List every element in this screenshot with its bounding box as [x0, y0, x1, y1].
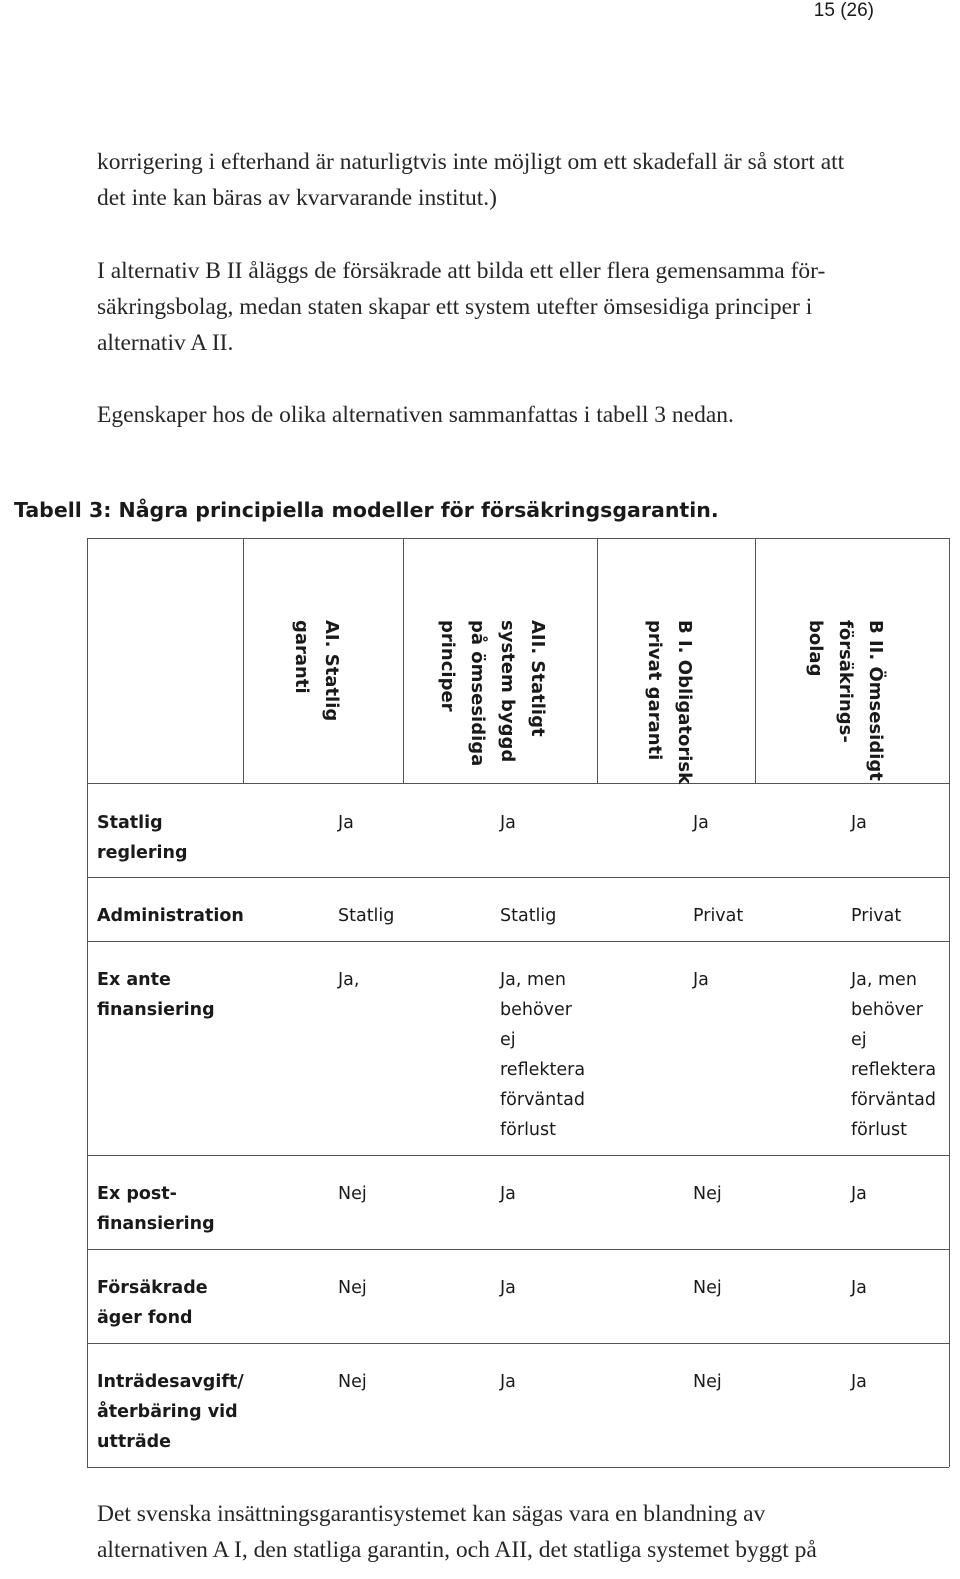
- table-cell: Privat: [851, 906, 902, 926]
- table-cell: Ja, men behöver ej reflektera förväntad förlust: [500, 970, 586, 1140]
- closing-paragraph-line-2: alternativen A I, den statliga garantin, och AII, det statliga systemet byggt på: [97, 1537, 817, 1563]
- table-cell: Ja: [693, 970, 709, 990]
- paragraph-1: [97, 144, 957, 216]
- table-cell: Ja, men behöver ej reflektera förväntad förlust: [851, 970, 937, 1140]
- column-header-bi: B I. Obligatorisk privat garanti: [644, 620, 695, 785]
- table-cell: Statlig: [500, 906, 557, 926]
- column-header-bii: B II. Ömsesidigt försäkrings- bolag: [805, 620, 886, 781]
- row-label-forsakrade-ager-fond: Försäkrade äger fond: [97, 1278, 208, 1328]
- table-cell: Ja: [500, 1372, 516, 1392]
- row-label-administration: Administration: [97, 906, 244, 926]
- table-cell: Ja: [500, 1278, 516, 1298]
- table-cell: Nej: [338, 1278, 367, 1298]
- table-cell: Ja: [851, 1184, 867, 1204]
- table-cell: Ja: [693, 813, 709, 833]
- table-cell: Nej: [693, 1372, 722, 1392]
- row-label-ex-ante-finansiering: Ex ante finansiering: [97, 970, 215, 1020]
- paragraph-2: [97, 253, 957, 361]
- column-header-ai: AI. Statlig garanti: [291, 620, 342, 722]
- table-cell: Ja: [851, 1278, 867, 1298]
- closing-paragraph-line-1: Det svenska insättningsgarantisystemet kan sägas vara en blandning av: [97, 1501, 766, 1527]
- table-cell: Nej: [693, 1278, 722, 1298]
- table-cell: Ja: [338, 813, 354, 833]
- row-label-intradesavgift: Inträdesavgift/ återbäring vid utträde: [97, 1372, 244, 1452]
- table-cell: Ja: [500, 1184, 516, 1204]
- table-cell: Nej: [693, 1184, 722, 1204]
- table-cell: Ja,: [338, 970, 360, 990]
- closing-paragraph: [97, 1496, 957, 1568]
- table-cell: Privat: [693, 906, 744, 926]
- table-cell: Ja: [500, 813, 516, 833]
- paragraph-2-line-3: alternativ A II.: [97, 330, 234, 356]
- row-label-ex-post-finansiering: Ex post- finansiering: [97, 1184, 215, 1234]
- page-number: 15 (26): [813, 0, 874, 21]
- column-header-aii: AII. Statligt system byggd på ömsesidiga principer: [437, 620, 548, 767]
- paragraph-2-line-2: säkringsbolag, medan staten skapar ett system utefter ömsesidiga principer i: [97, 294, 813, 320]
- paragraph-2-line-1: I alternativ B II åläggs de försäkrade att bilda ett eller flera gemensamma för-: [97, 258, 826, 284]
- paragraph-1-line-2: det inte kan bäras av kvarvarande institut.): [97, 185, 498, 211]
- table-cell: Ja: [851, 813, 867, 833]
- table-cell: Nej: [338, 1372, 367, 1392]
- table-caption: Tabell 3: Några principiella modeller för försäkringsgarantin.: [14, 498, 719, 522]
- table-cell: Ja: [851, 1372, 867, 1392]
- paragraph-1-line-1: korrigering i efterhand är naturligtvis inte möjligt om ett skadefall är så stort att: [97, 149, 845, 175]
- paragraph-3: [97, 397, 957, 433]
- paragraph-3-line-1: Egenskaper hos de olika alternativen sammanfattas i tabell 3 nedan.: [97, 402, 734, 428]
- row-label-statlig-reglering: Statlig reglering: [97, 813, 188, 863]
- table-cell: Nej: [338, 1184, 367, 1204]
- table-cell: Statlig: [338, 906, 395, 926]
